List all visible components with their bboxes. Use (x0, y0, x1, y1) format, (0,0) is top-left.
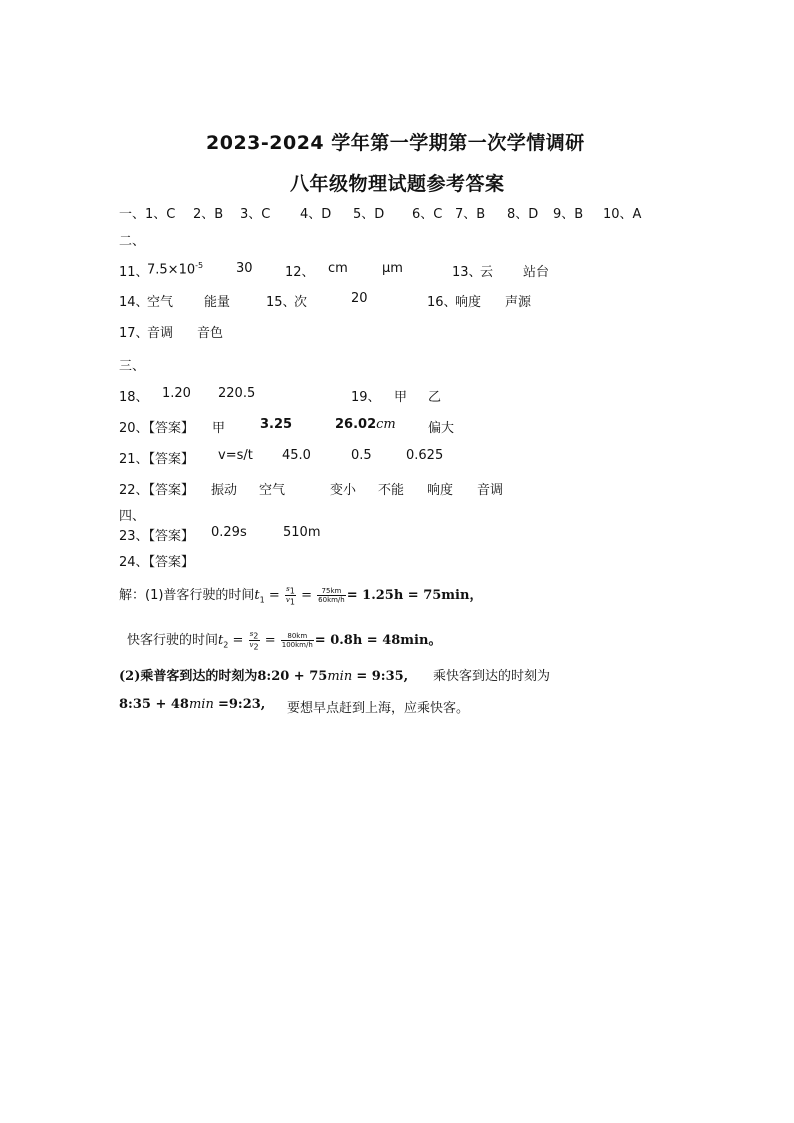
q13-answer-2: 站台 (523, 265, 550, 280)
q20-number: 20、【答案】 (119, 421, 195, 436)
v1-symbol: v (285, 596, 290, 604)
answer-8: 8、D (507, 207, 539, 222)
fraction-2-denominator: 100km/h (281, 641, 313, 649)
solution-line-4-part-a: 8:35 + 48 (119, 697, 189, 712)
solution-line-3-part-a: (2)乘普客到达的时刻为8:20 + 75 (119, 669, 328, 684)
solution-line-3-part-c: 乘快客到达的时刻为 (433, 669, 551, 684)
q21-answer-1: v=s/t (218, 448, 253, 463)
q20-answer-1: 甲 (212, 421, 226, 436)
q12-number: 12、 (285, 265, 315, 280)
q20-answer-3-unit: cm (376, 417, 396, 432)
solution-line-4-part-b: =9:23, (217, 697, 266, 712)
q19-answer-2: 乙 (428, 390, 442, 405)
q13-answer-1: 云 (480, 265, 494, 280)
distance-over-speed-fraction-1 (317, 587, 346, 604)
answer-7: 7、B (455, 207, 486, 222)
q11-number: 11、 (119, 265, 149, 280)
q11-answer-1-base: 7.5×10 (147, 262, 196, 278)
fraction-2-numerator: 80km (281, 632, 314, 641)
answer-5: 5、D (353, 207, 385, 222)
q21-number: 21、【答案】 (119, 452, 195, 467)
q15-answer-2: 20 (351, 291, 368, 306)
t2-subscript: 2 (223, 640, 229, 650)
q22-number: 22、【答案】 (119, 483, 195, 498)
v1-subscript: 1 (289, 597, 295, 607)
title-line-2: 八年级物理试题参考答案 (290, 173, 505, 195)
section-1-row (119, 203, 175, 222)
q19-answer-1: 甲 (394, 390, 408, 405)
q14-answer-1: 空气 (147, 295, 174, 310)
s2-subscript: 2 (253, 631, 259, 640)
q16-number: 16、 (427, 295, 457, 310)
solution-line-2-prefix: 快客行驶的时间 (127, 633, 219, 648)
q23-answer-1: 0.29s (211, 525, 247, 540)
s1-symbol: s (286, 584, 290, 593)
distance-over-speed-fraction-2 (281, 632, 314, 649)
q17-answer-1: 音调 (147, 326, 174, 341)
section-1-label: 一、 (119, 207, 146, 222)
q21-answer-3: 0.5 (351, 448, 372, 463)
solution-line-4 (119, 697, 265, 712)
q18-answer-2: 220.5 (218, 386, 256, 401)
q22-answer-5: 响度 (427, 483, 454, 498)
q16-answer-2: 声源 (505, 295, 532, 310)
title-line-1: 2023-2024 学年第一学期第一次学情调研 (206, 132, 585, 154)
q23-answer-2: 510m (283, 525, 321, 540)
solution-line-4-min: min (188, 697, 214, 712)
q20-answer-3-value: 26.02 (335, 417, 377, 432)
q18-number: 18、 (119, 390, 149, 405)
answer-1: 1、C (145, 207, 176, 222)
answer-10: 10、A (603, 207, 642, 222)
v2-symbol: v (249, 641, 254, 649)
answer-9: 9、B (553, 207, 584, 222)
q22-answer-6: 音调 (477, 483, 504, 498)
q22-answer-3: 变小 (330, 483, 357, 498)
q18-answer-1: 1.20 (162, 386, 191, 401)
q13-number: 13、 (452, 265, 482, 280)
equals-sign: = (296, 588, 317, 603)
solution-line-3-min: min (327, 669, 353, 684)
answer-6: 6、C (412, 207, 443, 222)
q17-number: 17、 (119, 326, 149, 341)
q19-number: 19、 (351, 390, 381, 405)
q17-answer-2: 音色 (197, 326, 224, 341)
t1-subscript: 1 (259, 595, 265, 605)
s1-over-v1-fraction (285, 585, 296, 607)
q12-answer-2: μm (382, 261, 403, 276)
solution-line-2 (127, 629, 441, 651)
s2-symbol: s (249, 629, 254, 638)
answer-2: 2、B (193, 207, 224, 222)
q21-answer-2: 45.0 (282, 448, 311, 463)
equals-sign: = (228, 633, 248, 648)
v2-subscript: 2 (253, 642, 259, 652)
q12-answer-1: cm (328, 261, 348, 276)
solution-line-3-part-b: = 9:35, (356, 669, 409, 684)
q22-answer-1: 振动 (211, 483, 238, 498)
s2-over-v2-fraction (249, 630, 260, 652)
answer-3: 3、C (240, 207, 271, 222)
q15-answer-1: 次 (294, 295, 308, 310)
t2-symbol: t (218, 633, 224, 648)
q20-answer-3 (335, 417, 396, 432)
q11-answer-1-exponent: -5 (195, 261, 204, 270)
q14-number: 14、 (119, 295, 149, 310)
q11-answer-1 (147, 261, 203, 277)
q16-answer-1: 响度 (455, 295, 482, 310)
solution-line-2-result: = 0.8h = 48min。 (314, 633, 442, 648)
q23-number: 23、【答案】 (119, 529, 195, 544)
solution-line-3 (119, 665, 408, 684)
section-3-label: 三、 (119, 359, 146, 374)
fraction-1-denominator: 60km/h (318, 596, 345, 604)
q20-answer-4: 偏大 (428, 421, 455, 436)
q20-answer-2: 3.25 (260, 417, 293, 432)
solution-line-4-part-c: 要想早点赶到上海，应乘快客。 (287, 701, 470, 716)
q14-answer-2: 能量 (204, 295, 231, 310)
q24-number: 24、【答案】 (119, 555, 195, 570)
section-2-label: 二、 (119, 234, 146, 249)
solution-line-1 (119, 584, 482, 606)
q22-answer-4: 不能 (378, 483, 405, 498)
answer-4: 4、D (300, 207, 332, 222)
fraction-1-numerator: 75km (317, 587, 346, 596)
q11-answer-2: 30 (236, 261, 253, 276)
equals-sign: = (264, 588, 284, 603)
solution-line-1-result: = 1.25h = 75min， (346, 588, 483, 603)
t1-symbol: t (254, 588, 260, 603)
solution-line-1-prefix: 解：(1)普客行驶的时间 (119, 588, 255, 603)
section-4-label: 四、 (119, 509, 146, 524)
s1-subscript: 1 (289, 586, 295, 595)
equals-sign: = (260, 633, 280, 648)
q22-answer-2: 空气 (259, 483, 286, 498)
q15-number: 15、 (266, 295, 296, 310)
q21-answer-4: 0.625 (406, 448, 444, 463)
